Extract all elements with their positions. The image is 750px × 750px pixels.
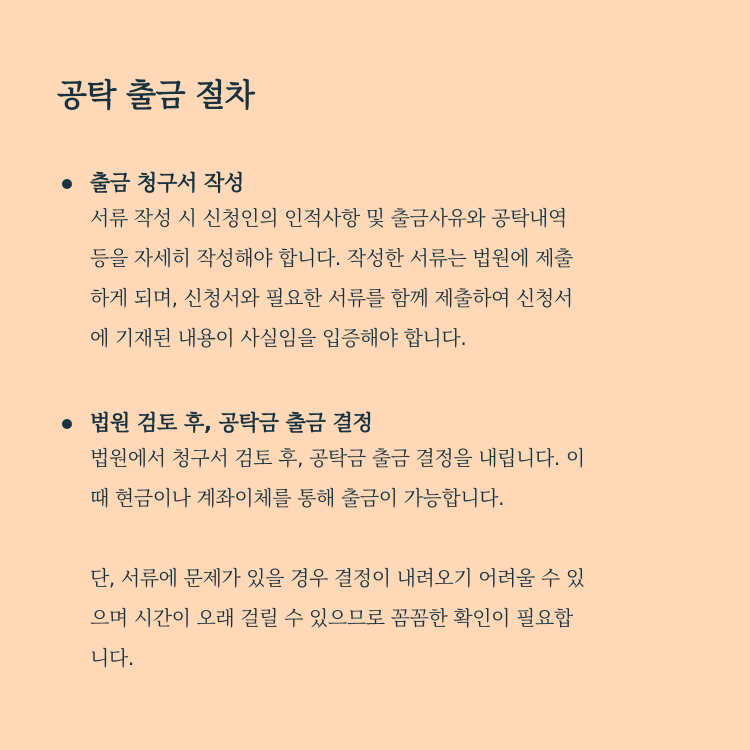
description-line: 에 기재된 내용이 사실임을 입증해야 합니다. [90, 326, 467, 350]
description-line: 법원에서 청구서 검토 후, 공탁금 출금 결정을 내립니다. 이 [90, 446, 585, 470]
note-line: 으며 시간이 오래 걸릴 수 있으므로 꼼꼼한 확인이 필요합 [90, 606, 573, 630]
description-line: 하게 되며, 신청서와 필요한 서류를 함께 제출하여 신청서 [90, 286, 573, 310]
description-line: 등을 자세히 작성해야 합니다. 작성한 서류는 법원에 제출 [90, 246, 573, 270]
bullet-icon [62, 419, 72, 429]
page-title: 공탁 출금 절차 [57, 78, 255, 114]
description-line: 때 현금이나 계좌이체를 통해 출금이 가능합니다. [90, 486, 505, 510]
bullet-icon [62, 179, 72, 189]
description-line: 서류 작성 시 신청인의 인적사항 및 출금사유와 공탁내역 [90, 206, 567, 230]
step-heading-request: 출금 청구서 작성 [90, 171, 244, 195]
step-note-decision [90, 558, 710, 678]
step-description-decision [90, 438, 710, 518]
step-description-request [90, 198, 710, 358]
note-line: 단, 서류에 문제가 있을 경우 결정이 내려오기 어려울 수 있 [90, 566, 585, 590]
note-line: 니다. [90, 646, 134, 670]
step-heading-decision: 법원 검토 후, 공탁금 출금 결정 [90, 411, 373, 435]
